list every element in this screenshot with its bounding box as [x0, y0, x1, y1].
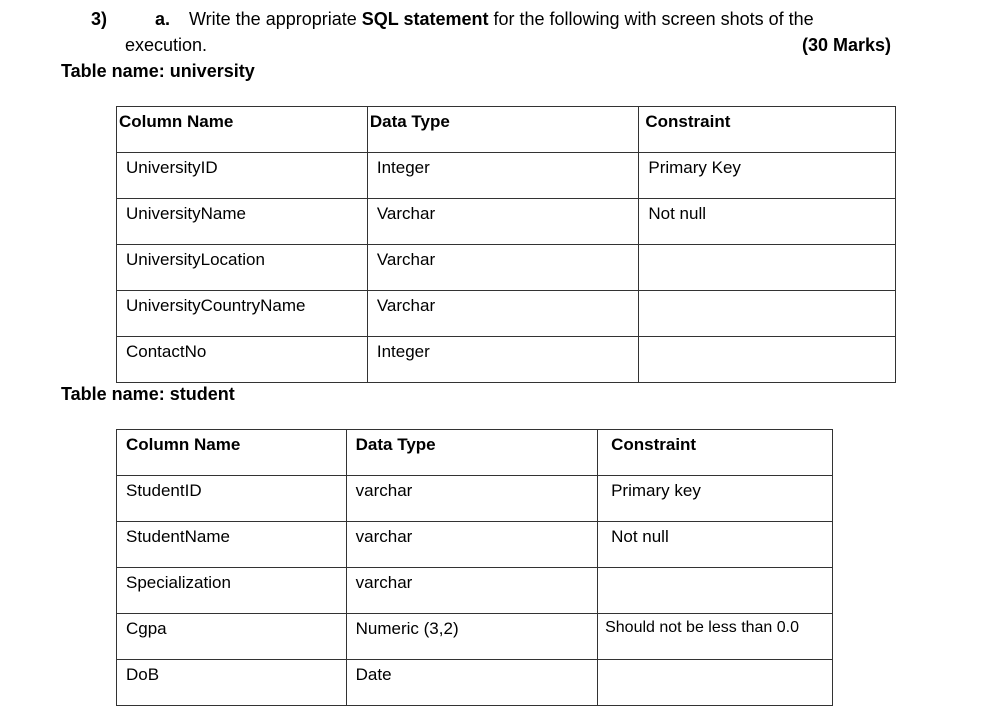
table-row: [117, 476, 833, 522]
university-table-title: Table name: university: [61, 61, 255, 81]
student-cell-column: DoB: [117, 660, 347, 706]
question-number: 3): [91, 9, 108, 29]
table-row: [117, 660, 833, 706]
student-header-data-type: Data Type: [346, 430, 597, 476]
table-row: [117, 245, 896, 291]
university-cell-constraint: Primary Key: [639, 153, 896, 199]
question-text-bold: SQL statement: [361, 9, 489, 29]
university-cell-type: Varchar: [367, 245, 639, 291]
table-row: [117, 568, 833, 614]
student-header-column-name: Column Name: [117, 430, 347, 476]
university-cell-type: Integer: [367, 153, 639, 199]
university-header-constraint: Constraint: [639, 107, 896, 153]
university-cell-column: ContactNo: [117, 337, 368, 383]
student-cell-type: varchar: [346, 522, 597, 568]
student-header-constraint: Constraint: [598, 430, 833, 476]
university-cell-column: UniversityName: [117, 199, 368, 245]
university-header-data-type: Data Type: [367, 107, 639, 153]
student-cell-constraint: Not null: [598, 522, 833, 568]
table-row: [117, 291, 896, 337]
student-cell-type: Date: [346, 660, 597, 706]
table-row: [117, 199, 896, 245]
student-cell-type: varchar: [346, 476, 597, 522]
table-row: [117, 153, 896, 199]
university-cell-constraint: Not null: [639, 199, 896, 245]
table-row: [117, 522, 833, 568]
university-cell-constraint: [639, 337, 896, 383]
university-table: [116, 106, 896, 383]
student-cell-column: StudentID: [117, 476, 347, 522]
student-cell-column: Cgpa: [117, 614, 347, 660]
student-cell-column: Specialization: [117, 568, 347, 614]
university-cell-constraint: [639, 245, 896, 291]
question-text-line2: execution.: [125, 35, 208, 55]
university-cell-column: UniversityCountryName: [117, 291, 368, 337]
student-cell-type: Numeric (3,2): [346, 614, 597, 660]
student-table-title: Table name: student: [61, 384, 235, 404]
university-header-row: [117, 107, 896, 153]
student-cell-column: StudentName: [117, 522, 347, 568]
university-cell-type: Varchar: [367, 291, 639, 337]
university-cell-type: Integer: [367, 337, 639, 383]
student-cell-constraint: Should not be less than 0.0: [598, 614, 833, 660]
student-cell-constraint: [598, 660, 833, 706]
student-cell-type: varchar: [346, 568, 597, 614]
question-marks: (30 Marks): [801, 35, 891, 55]
university-header-column-name: Column Name: [117, 107, 368, 153]
university-cell-type: Varchar: [367, 199, 639, 245]
question-text-after: for the following with screen shots of the: [488, 9, 814, 29]
student-header-row: [117, 430, 833, 476]
question-text-before: Write the appropriate: [189, 9, 362, 29]
table-row: [117, 614, 833, 660]
university-cell-column: UniversityID: [117, 153, 368, 199]
question-letter: a.: [155, 9, 171, 29]
university-cell-constraint: [639, 291, 896, 337]
university-cell-column: UniversityLocation: [117, 245, 368, 291]
student-table: [116, 429, 833, 706]
table-row: [117, 337, 896, 383]
question-text: [189, 9, 814, 30]
student-cell-constraint: Primary key: [598, 476, 833, 522]
student-cell-constraint: [598, 568, 833, 614]
